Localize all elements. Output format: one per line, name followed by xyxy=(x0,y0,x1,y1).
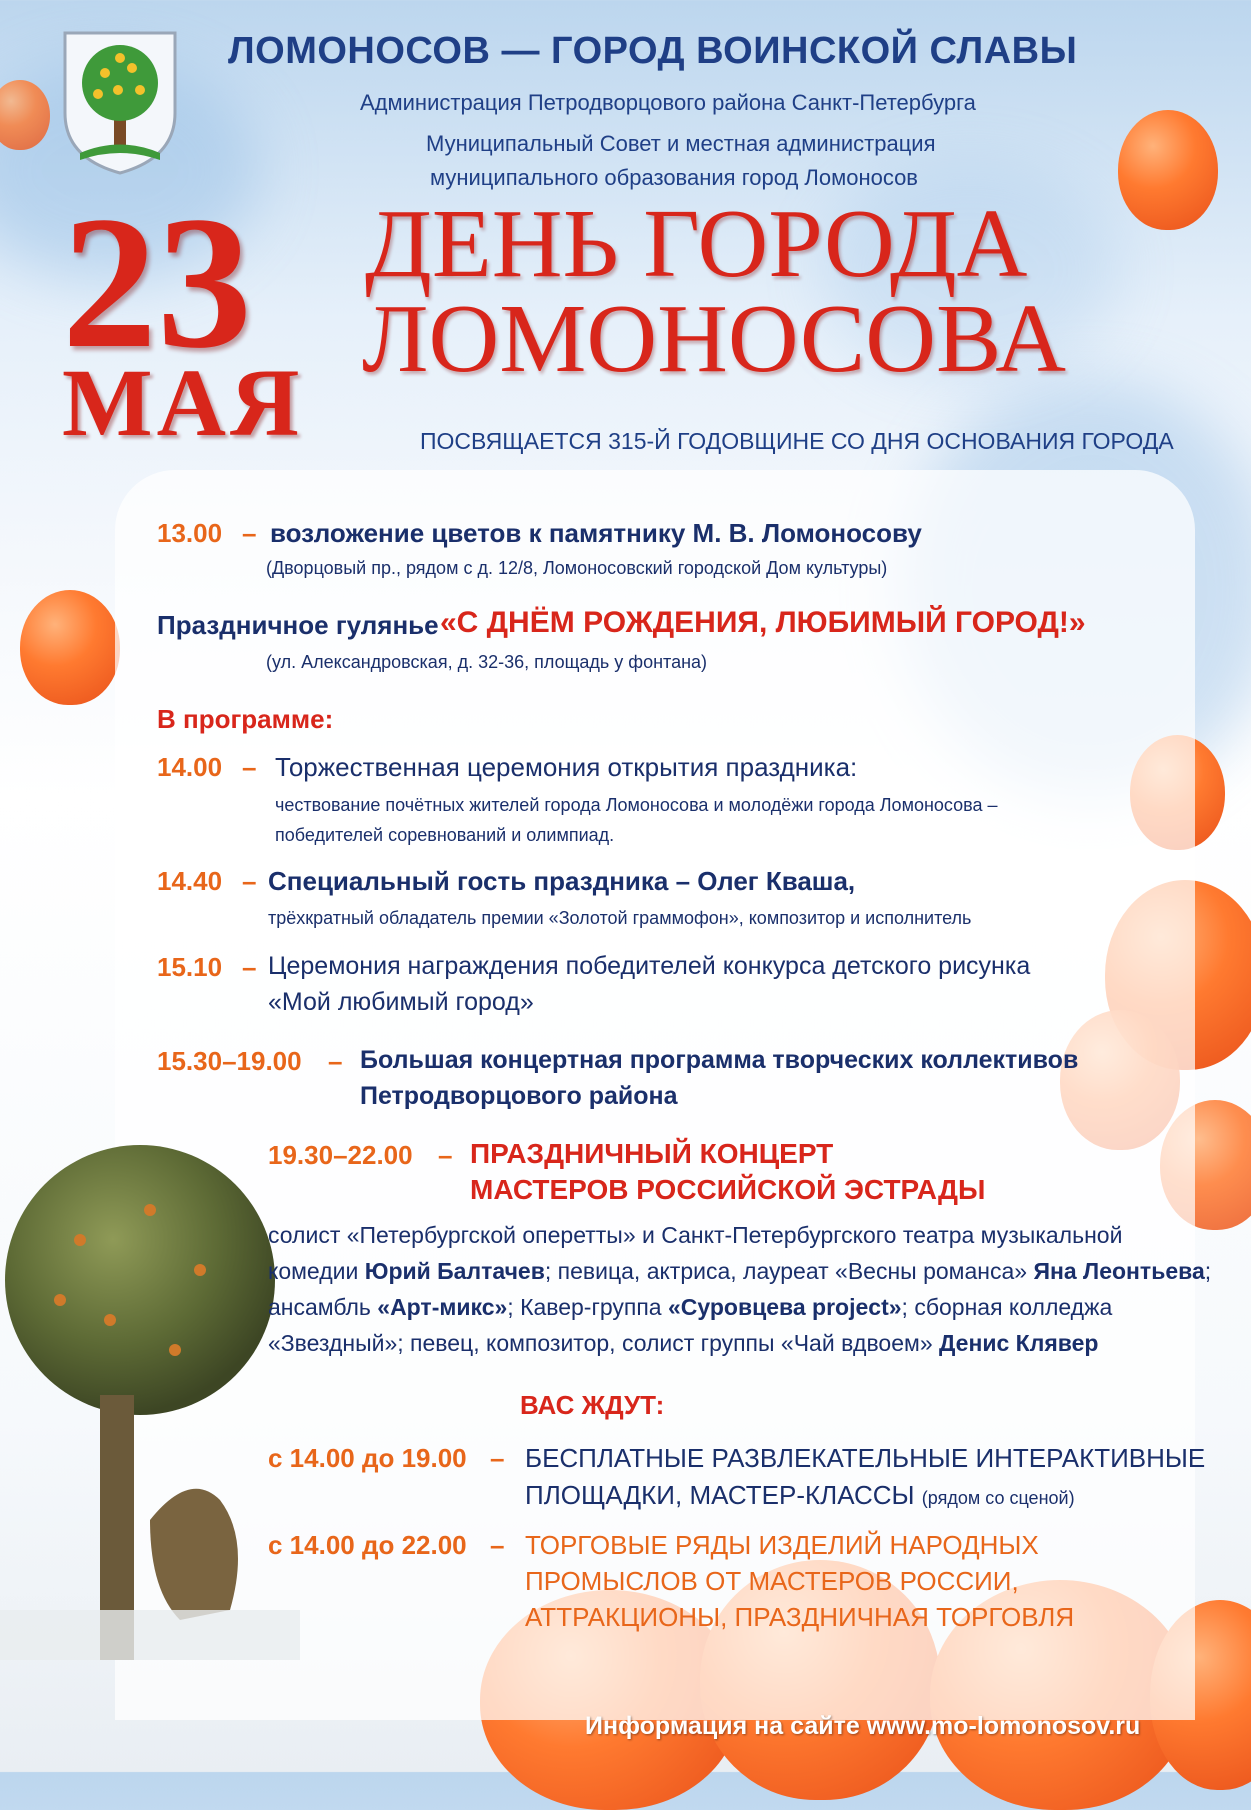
time-dash: – xyxy=(242,866,257,896)
time-15-30-19-00: 15.30–19.00 xyxy=(157,1046,302,1076)
awaits-time-1: с 14.00 до 19.00 xyxy=(268,1443,467,1473)
balloon xyxy=(20,590,120,705)
awaits-label: ВАС ЖДУТ: xyxy=(520,1390,665,1420)
performers-line-3: ансамбль «Арт-микс»; Кавер-группа «Суровцева project»; сборная колледжа xyxy=(268,1294,1113,1320)
time-dash: – xyxy=(490,1443,505,1473)
awaits-item-1-text-1: БЕСПЛАТНЫЕ РАЗВЛЕКАТЕЛЬНЫЕ ИНТЕРАКТИВНЫЕ xyxy=(525,1443,1206,1473)
time-dash: – xyxy=(328,1046,343,1076)
time-14-40: 14.40 xyxy=(157,866,223,896)
footer-info-link[interactable]: Информация на сайте www.mo-lomonosov.ru xyxy=(585,1712,1141,1740)
item-gala-concert-1: ПРАЗДНИЧНЫЙ КОНЦЕРТ xyxy=(470,1138,834,1169)
event-title-line-1: ДЕНЬ ГОРОДА xyxy=(365,190,1028,298)
time-dash: – xyxy=(490,1530,505,1560)
time-19-30-22-00: 19.30–22.00 xyxy=(268,1140,413,1170)
awaits-item-1-note: (рядом со сценой) xyxy=(921,1488,1075,1508)
time-dash: – xyxy=(438,1140,453,1170)
item-concert-program-2: Петродворцового района xyxy=(360,1082,678,1110)
festival-name: «С ДНЁМ РОЖДЕНИЯ, ЛЮБИМЫЙ ГОРОД!» xyxy=(440,606,1086,639)
performers-line-4: «Звездный»; певец, композитор, солист группы «Чай вдвоем» Денис Клявер xyxy=(268,1330,1099,1356)
time-13-00: 13.00 xyxy=(157,518,223,548)
lion-statue xyxy=(150,1489,238,1620)
performers-line-2: комедии Юрий Балтачев; певица, актриса, лауреат «Весны романса» Яна Леонтьева; xyxy=(268,1258,1212,1284)
date-month: МАЯ xyxy=(62,349,304,456)
item-opening-note-2: победителей соревнований и олимпиад. xyxy=(275,825,615,845)
time-dash: – xyxy=(242,752,257,782)
awaits-item-2-text-1: ТОРГОВЫЕ РЯДЫ ИЗДЕЛИЙ НАРОДНЫХ xyxy=(525,1530,1039,1560)
item-guest-text: Специальный гость праздника – Олег Кваша, xyxy=(268,866,856,896)
time-14-00: 14.00 xyxy=(157,752,223,782)
item-awards-text-2: «Мой любимый город» xyxy=(268,988,534,1016)
city-title: ЛОМОНОСОВ — ГОРОД ВОИНСКОЙ СЛАВЫ xyxy=(228,30,1078,72)
item-awards-text-1: Церемония награждения победителей конкурса детского рисунка xyxy=(268,952,1031,980)
item-gala-concert-2: МАСТЕРОВ РОССИЙСКОЙ ЭСТРАДЫ xyxy=(470,1174,986,1205)
time-dash: – xyxy=(242,952,257,982)
festival-label: Праздничное гулянье xyxy=(157,610,439,640)
city-coat-of-arms-icon xyxy=(60,28,180,178)
item-flowers-text: возложение цветов к памятнику М. В. Ломоносову xyxy=(270,518,922,548)
performers-line-1: солист «Петербургской оперетты» и Санкт-Петербургского театра музыкальной xyxy=(268,1222,1123,1248)
bronze-tree-sculpture xyxy=(0,1140,300,1660)
item-opening-note-1: чествование почётных жителей города Ломоносова и молодёжи города Ломоносова – xyxy=(275,795,998,815)
awaits-time-2: с 14.00 до 22.00 xyxy=(268,1530,467,1560)
awaits-item-1-text-2: ПЛОЩАДКИ, МАСТЕР-КЛАССЫ (рядом со сценой) xyxy=(525,1480,1075,1510)
item-guest-note: трёхкратный обладатель премии «Золотой граммофон», композитор и исполнитель xyxy=(268,908,972,928)
event-title-line-2: ЛОМОНОСОВА xyxy=(362,285,1066,393)
festival-location: (ул. Александровская, д. 32-36, площадь у фонтана) xyxy=(266,652,708,672)
dedication-line: ПОСВЯЩАЕТСЯ 315-Й ГОДОВЩИНЕ СО ДНЯ ОСНОВАНИЯ ГОРОДА xyxy=(420,428,1174,454)
council-line-1: Муниципальный Совет и местная администрация xyxy=(426,131,936,156)
item-concert-program-1: Большая концертная программа творческих коллективов xyxy=(360,1046,1079,1074)
program-label: В программе: xyxy=(157,704,334,734)
awaits-item-2-text-2: ПРОМЫСЛОВ ОТ МАСТЕРОВ РОССИИ, xyxy=(525,1566,1019,1596)
date-day: 23 xyxy=(62,178,252,388)
awaits-item-2-text-3: АТТРАКЦИОНЫ, ПРАЗДНИЧНАЯ ТОРГОВЛЯ xyxy=(525,1602,1075,1632)
time-15-10: 15.10 xyxy=(157,952,223,982)
balloon xyxy=(1118,110,1218,230)
administration-line: Администрация Петродворцового района Санкт-Петербурга xyxy=(360,90,976,115)
item-opening-text: Торжественная церемония открытия праздника: xyxy=(275,752,858,782)
item-flowers-location: (Дворцовый пр., рядом с д. 12/8, Ломоносовский городской Дом культуры) xyxy=(266,558,888,578)
time-dash: – xyxy=(242,518,257,548)
council-line-2: муниципального образования город Ломоносов xyxy=(430,165,918,190)
